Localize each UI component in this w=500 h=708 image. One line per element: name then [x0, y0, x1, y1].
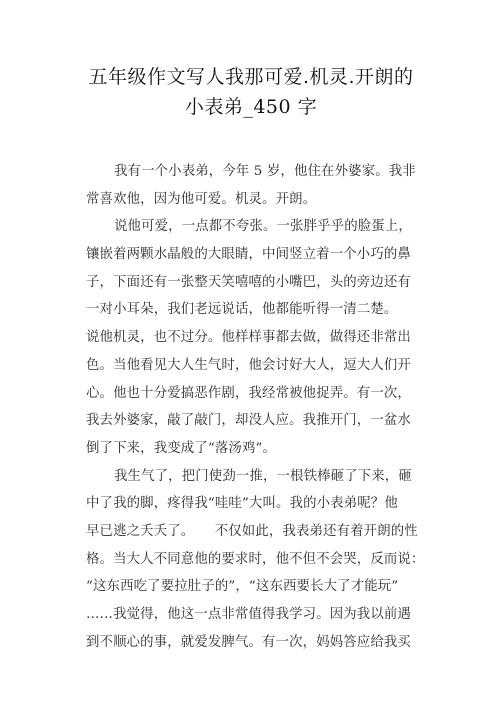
body-line: 早已逃之夭夭了。 不仅如此，我表弟还有着开朗的性	[86, 523, 418, 539]
body-line: 中了我的脚，疼得我“哇哇”大叫。我的小表弟呢？他	[86, 496, 398, 512]
title-line-1: 五年级作文写人我那可爱.机灵.开朗的	[88, 66, 414, 88]
body-line: 说他机灵，也不过分。他样样事都去做，做得还非常出	[86, 330, 411, 346]
body-line: 倒了下来，我变成了“落汤鸡”。	[86, 440, 277, 456]
body-line: 心。他也十分爱搞恶作剧，我经常被他捉弄。有一次，	[86, 385, 411, 401]
body-line: 我生气了，把门使劲一推，一根铁棒砸了下来，砸	[114, 468, 412, 484]
body-line: 一对小耳朵，我们老远说话，他都能听得一清二楚。	[86, 302, 398, 318]
body-line: 说他可爱，一点都不夸张。一张胖乎乎的脸蛋上，	[114, 219, 412, 235]
body-line: 我有一个小表弟，今年 5 岁，他住在外婆家。我非	[114, 164, 416, 179]
body-line: “这东西吃了要拉肚子的”，“这东西要长大了才能玩”	[86, 579, 399, 595]
title-line-2: 小表弟_450 字	[184, 96, 318, 118]
body-line: 色。当他看见大人生气时，他会讨好大人，逗大人们开	[86, 357, 411, 373]
document-title	[86, 62, 416, 122]
body-line: 到不顺心的事，就爱发脾气。有一次，妈妈答应给我买	[86, 634, 411, 650]
body-line: ……我觉得，他这一点非常值得我学习。因为我以前遇	[86, 607, 411, 622]
essay-body	[86, 158, 425, 656]
body-line: 子，下面还有一张整天笑嘻嘻的小嘴巴，头的旁边还有	[86, 274, 411, 290]
body-line: 常喜欢他，因为他可爱。机灵。开朗。	[86, 191, 317, 207]
body-line: 镶嵌着两颗水晶般的大眼睛，中间竖立着一个小巧的鼻	[86, 247, 411, 263]
body-line: 格。当大人不同意他的要求时，他不但不会哭，反而说：	[86, 551, 425, 567]
body-line: 我去外婆家，敲了敲门，却没人应。我推开门，一盆水	[86, 413, 411, 429]
